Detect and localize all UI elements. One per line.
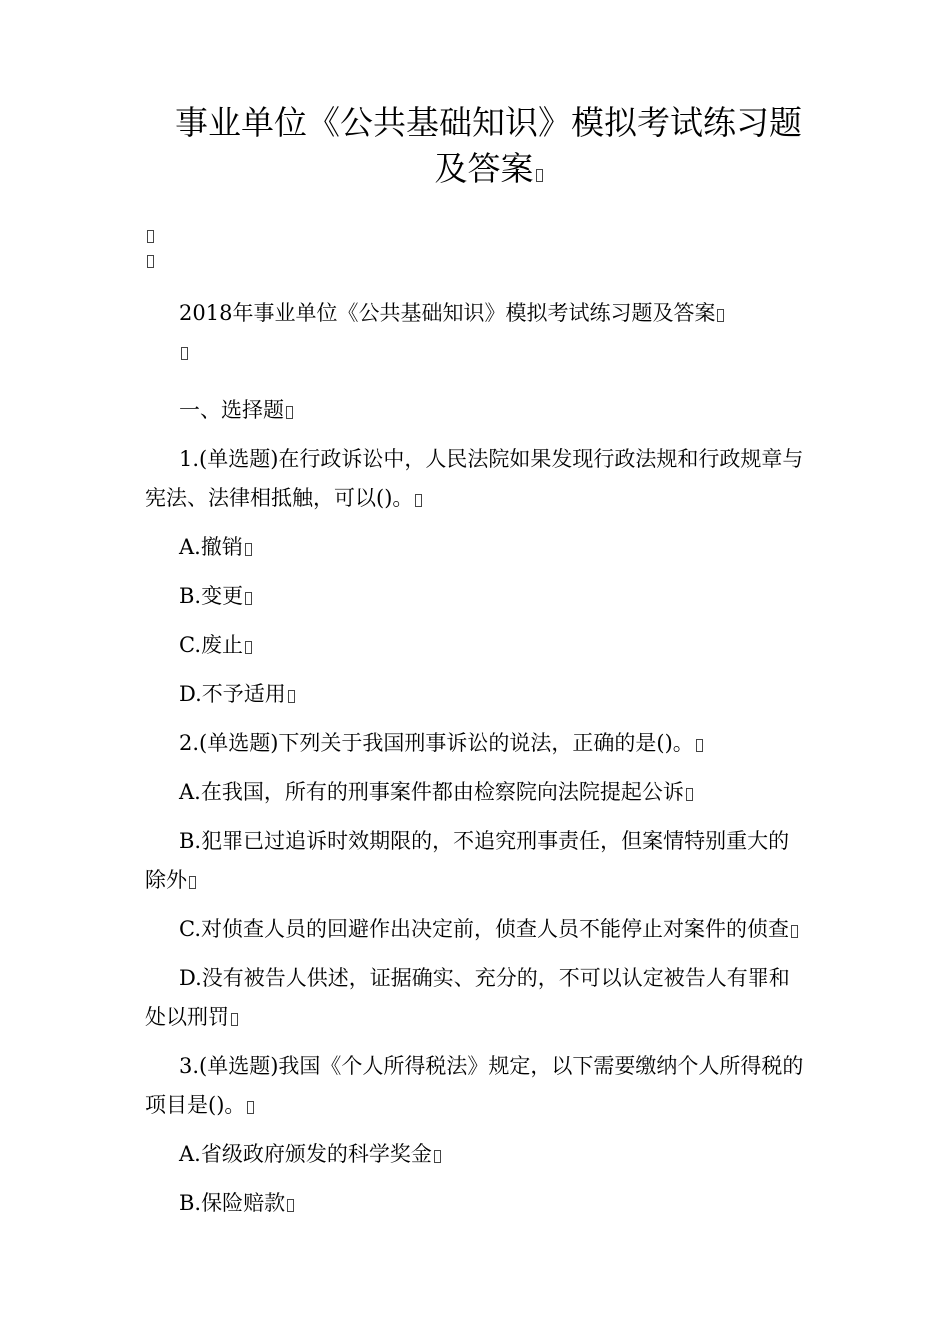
question-option <box>145 577 810 616</box>
empty-line <box>145 343 810 381</box>
question-stem <box>145 440 810 518</box>
question-option <box>145 822 810 900</box>
question-stem-text: 1.(单选题)在行政诉讼中，人民法院如果发现行政法规和行政规章与宪法、法律相抵触，可以()。 <box>145 447 804 510</box>
section-heading <box>145 391 810 430</box>
document-title-text: 事业单位《公共基础知识》模拟考试练习题及答案 <box>175 103 802 188</box>
option-text: C.废止 <box>179 633 243 657</box>
question-stem <box>145 724 810 763</box>
question-option <box>145 910 810 949</box>
paragraph-mark-icon <box>536 169 543 182</box>
paragraph-mark-icon <box>245 592 252 605</box>
question-option <box>145 626 810 665</box>
question-option <box>145 1184 810 1223</box>
paragraph-mark-icon <box>415 494 422 507</box>
empty-line <box>145 226 810 251</box>
paragraph-mark-icon <box>791 925 798 938</box>
question-stem-text: 2.(单选题)下列关于我国刑事诉讼的说法，正确的是()。 <box>179 731 694 755</box>
paragraph-mark-icon <box>696 739 703 752</box>
question-option <box>145 675 810 714</box>
option-text: A.省级政府颁发的科学奖金 <box>179 1142 432 1166</box>
document-page <box>145 100 810 1233</box>
option-text: D.没有被告人供述，证据确实、充分的，不可以认定被告人有罪和处以刑罚 <box>145 966 790 1029</box>
option-text: C.对侦查人员的回避作出决定前，侦查人员不能停止对案件的侦查 <box>179 917 789 941</box>
paragraph-mark-icon <box>434 1150 441 1163</box>
paragraph-mark-icon <box>717 309 724 322</box>
question-stem <box>145 1047 810 1125</box>
paragraph-mark-icon <box>247 1101 254 1114</box>
question-option <box>145 1135 810 1174</box>
paragraph-mark-icon <box>147 230 154 243</box>
paragraph-mark-icon <box>147 255 154 268</box>
paragraph-mark-icon <box>231 1013 238 1026</box>
option-text: B.保险赔款 <box>179 1191 286 1215</box>
paragraph-mark-icon <box>245 543 252 556</box>
subtitle-text: 2018年事业单位《公共基础知识》模拟考试练习题及答案 <box>179 301 716 325</box>
option-text: A.在我国，所有的刑事案件都由检察院向法院提起公诉 <box>179 780 684 804</box>
paragraph-mark-icon <box>287 1199 294 1212</box>
paragraph-mark-icon <box>288 690 295 703</box>
paragraph-mark-icon <box>189 876 196 889</box>
question-stem-text: 3.(单选题)我国《个人所得税法》规定，以下需要缴纳个人所得税的项目是()。 <box>145 1054 804 1117</box>
option-text: B.犯罪已过追诉时效期限的，不追究刑事责任，但案情特别重大的除外 <box>145 829 790 892</box>
paragraph-mark-icon <box>286 406 293 419</box>
document-title <box>145 100 810 192</box>
paragraph-mark-icon <box>181 347 188 360</box>
paragraph-mark-icon <box>245 641 252 654</box>
question-option <box>145 528 810 567</box>
option-text: D.不予适用 <box>179 682 286 706</box>
option-text: A.撤销 <box>179 535 243 559</box>
subtitle-paragraph <box>145 294 810 333</box>
section-heading-text: 一、选择题 <box>179 398 284 422</box>
option-text: B.变更 <box>179 584 244 608</box>
question-option <box>145 959 810 1037</box>
question-option <box>145 773 810 812</box>
empty-line <box>145 251 810 276</box>
paragraph-mark-icon <box>686 788 693 801</box>
